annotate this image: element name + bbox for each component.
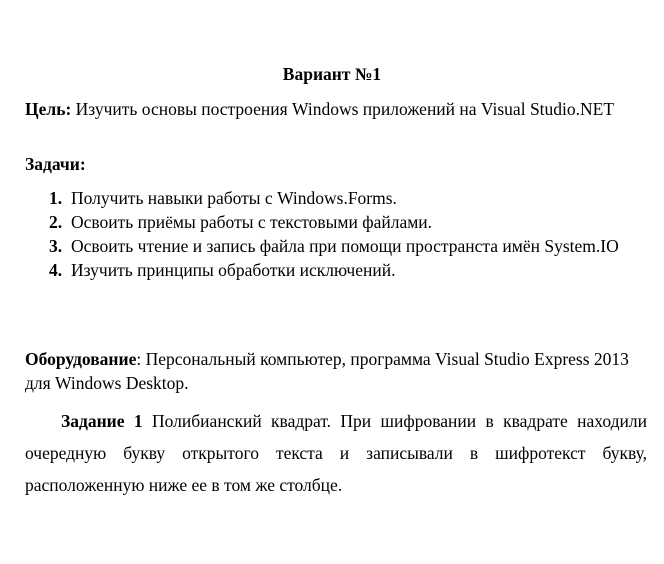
task-number: 3.	[49, 236, 63, 256]
task-text: Освоить чтение и запись файла при помощи пространста имён System.IO	[71, 236, 619, 256]
equipment-paragraph	[25, 347, 645, 395]
equipment-text: : Персональный компьютер, программа Visual Studio Express 2013 для Windows Desktop.	[25, 349, 629, 393]
task-number: 2.	[49, 212, 63, 232]
tasks-list	[25, 187, 625, 283]
goal-label: Цель:	[25, 99, 72, 119]
task-number: 4.	[49, 260, 63, 280]
task-item	[25, 259, 625, 281]
task-text: Изучить принципы обработки исключений.	[71, 260, 396, 280]
task-text: Получить навыки работы с Windows.Forms.	[71, 188, 397, 208]
assignment-label: Задание 1	[61, 411, 143, 431]
variant-title: Вариант №1	[282, 64, 382, 84]
assignment-text: Полибианский квадрат. При шифровании в квадрате находили очередную букву открытого текста и записывали в шифротекст букву, расположенную ниже ее в том же столбце.	[25, 411, 647, 495]
task-text: Освоить приёмы работы с текстовыми файлами.	[71, 212, 433, 232]
task-item	[25, 211, 625, 233]
goal-paragraph	[25, 98, 645, 120]
assignment-paragraph	[25, 405, 647, 501]
tasks-heading: Задачи:	[25, 154, 86, 174]
equipment-label: Оборудование	[25, 349, 137, 369]
task-number: 1.	[49, 188, 63, 208]
task-item	[25, 187, 625, 209]
goal-text: Изучить основы построения Windows приложений на Visual Studio.NET	[71, 99, 615, 119]
task-item	[25, 235, 625, 257]
